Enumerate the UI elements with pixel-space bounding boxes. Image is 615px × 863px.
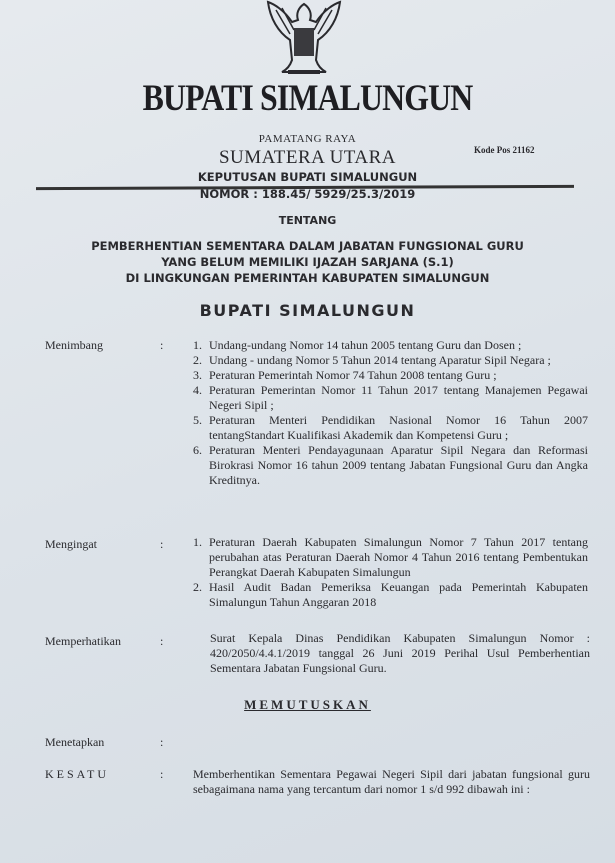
letterhead-city: PAMATANG RAYA: [258, 133, 357, 145]
list-item: [193, 338, 588, 353]
memperhatikan-colon: :: [160, 634, 164, 648]
item-number: 2.: [193, 580, 202, 594]
subject-line: YANG BELUM MEMILIKI IJAZAH SARJANA (S.1): [161, 255, 454, 269]
item-text: Peraturan Menteri Pendayagunaan Aparatur Sipil Negara dan Reformasi Birokrasi Nomor 16 tahun 2009 tentang Jabatan Fungsional Guru dan Angka Kreditnya.: [209, 443, 588, 487]
decree-heading: KEPUTUSAN BUPATI SIMALUNGUN: [197, 170, 418, 184]
decree-subject: [0, 238, 615, 286]
subject-line: PEMBERHENTIAN SEMENTARA DALAM JABATAN FUNGSIONAL GURU: [91, 239, 524, 253]
kesatu-colon: :: [160, 767, 164, 781]
item-text: Hasil Audit Badan Pemeriksa Keuangan pada Pemerintah Kabupaten Simalungun Tahun Anggaran 2018: [209, 580, 588, 609]
menimbang-colon: :: [160, 338, 164, 352]
letterhead-province: SUMATERA UTARA: [218, 147, 397, 168]
garuda-emblem-icon: [262, 0, 346, 76]
menetapkan-label: Menetapkan: [45, 735, 105, 749]
list-item: [193, 443, 588, 488]
decree-about: TENTANG: [278, 214, 337, 227]
list-item: [193, 580, 588, 610]
list-item: [193, 383, 588, 413]
menimbang-label: Menimbang: [45, 338, 103, 352]
memutuskan-heading: MEMUTUSKAN: [244, 697, 371, 712]
memperhatikan-label: Memperhatikan: [45, 634, 121, 648]
memperhatikan-text: Surat Kepala Dinas Pendidikan Kabupaten Simalungun Nomor : 420/2050/4.4.1/2019 tanggal 26 Juni 2019 Perihal Usul Pemberhentian Sementara Jabatan Fungsional Guru.: [210, 631, 590, 675]
item-text: Peraturan Pemerintah Nomor 74 Tahun 2008 tentang Guru ;: [209, 368, 497, 382]
item-number: 4.: [193, 383, 202, 397]
item-number: 2.: [193, 353, 202, 367]
list-item: [193, 368, 588, 383]
item-number: 6.: [193, 443, 202, 457]
decree-number: NOMOR : 188.45/ 5929/25.3/2019: [199, 187, 416, 201]
mengingat-colon: :: [160, 537, 164, 551]
item-number: 1.: [193, 535, 202, 549]
postal-code: Kode Pos 21162: [474, 145, 535, 155]
list-item: [193, 353, 588, 368]
kesatu-label: KESATU: [45, 767, 110, 781]
list-item: [193, 413, 588, 443]
item-number: 3.: [193, 368, 202, 382]
mengingat-list: [193, 535, 588, 610]
list-item: [193, 535, 588, 580]
menimbang-list: [193, 338, 588, 488]
item-text: Undang - undang Nomor 5 Tahun 2014 tentang Aparatur Sipil Negara ;: [209, 353, 551, 367]
decree-authority: BUPATI SIMALUNGUN: [199, 301, 416, 320]
item-text: Undang-undang Nomor 14 tahun 2005 tentang Guru dan Dosen ;: [209, 338, 522, 352]
kesatu-text: Memberhentikan Sementara Pegawai Negeri Sipil dari jabatan fungsional guru sebagaimana nama yang tercantum dari nomor 1 s/d 992 dibawah ini :: [193, 767, 590, 796]
letterhead-title: BUPATI SIMALUNGUN: [142, 78, 473, 119]
item-number: 1.: [193, 338, 202, 352]
item-text: Peraturan Menteri Pendidikan Nasional Nomor 16 Tahun 2007 tentangStandart Kualifikasi Akademik dan Kompetensi Guru ;: [209, 413, 588, 442]
subject-line: DI LINGKUNGAN PEMERINTAH KABUPATEN SIMALUNGUN: [125, 271, 490, 285]
item-text: Peraturan Pemerintan Nomor 11 Tahun 2017 tentang Manajemen Pegawai Negeri Sipil ;: [209, 383, 588, 412]
item-number: 5.: [193, 413, 202, 427]
menetapkan-colon: :: [160, 735, 164, 749]
item-text: Peraturan Daerah Kabupaten Simalungun Nomor 7 Tahun 2017 tentang perubahan atas Peraturan Daerah Nomor 4 Tahun 2016 tentang Pembentukan Perangkat Daerah Kabupaten Simalungun: [209, 535, 588, 579]
mengingat-label: Mengingat: [45, 537, 97, 551]
